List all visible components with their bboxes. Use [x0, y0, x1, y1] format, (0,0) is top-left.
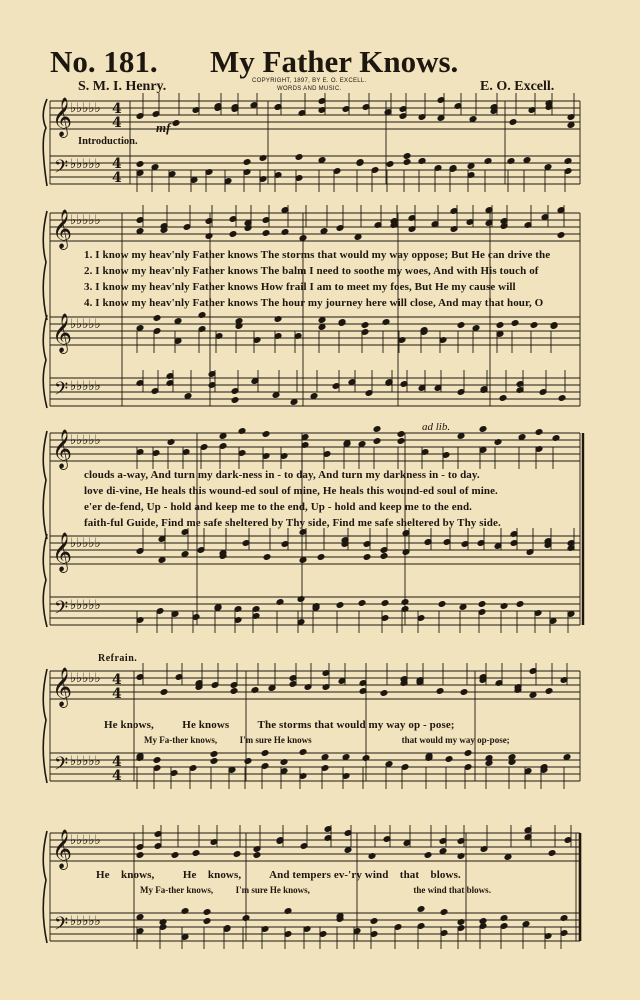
note-head: [522, 921, 530, 928]
note-head: [295, 154, 303, 161]
note-head: [397, 431, 405, 438]
note-head: [403, 153, 411, 160]
note-head: [318, 324, 326, 331]
note-head: [299, 557, 307, 564]
svg-text:𝄢: 𝄢: [54, 157, 69, 182]
note-head: [344, 847, 352, 854]
note-head: [437, 115, 445, 122]
note-head: [457, 322, 465, 329]
svg-text:𝄞: 𝄞: [52, 429, 73, 469]
note-head: [272, 392, 280, 399]
note-head: [479, 426, 487, 433]
note-head: [136, 228, 144, 235]
note-head: [262, 230, 270, 237]
note-head: [380, 553, 388, 560]
note-head: [261, 750, 269, 757]
note-head: [318, 317, 326, 324]
note-head: [363, 554, 371, 561]
note-head: [321, 754, 329, 761]
note-head: [467, 163, 475, 170]
svg-text:♭♭♭♭♭: ♭♭♭♭♭: [70, 754, 101, 769]
note-head: [417, 906, 425, 913]
note-head: [557, 232, 565, 239]
note-head: [397, 438, 405, 445]
note-head: [136, 914, 144, 921]
key-signatures: [70, 101, 101, 929]
note-head: [511, 320, 519, 327]
note-head: [210, 751, 218, 758]
svg-text:𝄢: 𝄢: [54, 914, 69, 939]
note-head: [499, 395, 507, 402]
note-head: [262, 431, 270, 438]
hymn-title: My Father Knows.: [210, 44, 459, 79]
svg-text:♭♭♭♭♭: ♭♭♭♭♭: [70, 671, 101, 686]
note-head: [469, 116, 477, 123]
note-head: [136, 161, 144, 168]
refrain-lyric-top: He knows, He knows The storms that would my way op - pose;: [104, 719, 455, 731]
svg-text:𝄢: 𝄢: [54, 754, 69, 779]
note-head: [436, 688, 444, 695]
svg-text:𝄞: 𝄞: [52, 209, 73, 249]
refrain-lyric-top: He knows, He knows, And tempers ev-'ry wind that blows.: [96, 869, 461, 881]
note-head: [478, 601, 486, 608]
note-head: [235, 318, 243, 325]
note-head: [535, 429, 543, 436]
system-3: [43, 431, 583, 627]
note-head: [174, 318, 182, 325]
note-head: [203, 918, 211, 925]
note-head: [253, 852, 261, 859]
note-head: [171, 852, 179, 859]
svg-text:4: 4: [112, 686, 122, 702]
svg-text:4: 4: [112, 754, 122, 770]
note-head: [219, 433, 227, 440]
svg-text:𝄢: 𝄢: [54, 379, 69, 404]
note-head: [320, 228, 328, 235]
note-head: [231, 397, 239, 404]
note-head: [361, 322, 369, 329]
svg-text:♭♭♭♭♭: ♭♭♭♭♭: [70, 213, 101, 228]
ad-lib-mark: ad lib.: [422, 421, 451, 433]
note-head: [445, 756, 453, 763]
note-head: [136, 325, 144, 332]
note-head: [563, 754, 571, 761]
note-head: [136, 852, 144, 859]
note-head: [509, 119, 517, 126]
svg-text:♭♭♭♭♭: ♭♭♭♭♭: [70, 379, 101, 394]
note-head: [518, 434, 526, 441]
note-head: [504, 854, 512, 861]
note-head: [558, 395, 566, 402]
svg-text:♭♭♭♭♭: ♭♭♭♭♭: [70, 536, 101, 551]
note-head: [158, 557, 166, 564]
system-2: [43, 211, 580, 408]
note-head: [358, 600, 366, 607]
refrain-lyric-bass: My Fa-ther knows, I'm sure He knows that would my way op-pose;: [144, 735, 510, 745]
author: S. M. I. Henry.: [78, 79, 167, 94]
note-head: [460, 689, 468, 696]
note-head: [268, 685, 276, 692]
note-head: [230, 688, 238, 695]
refrain-label: Refrain.: [98, 653, 138, 664]
svg-text:4: 4: [112, 170, 122, 186]
note-head: [373, 438, 381, 445]
note-head: [310, 393, 318, 400]
note-head: [545, 688, 553, 695]
svg-text:♭♭♭♭♭: ♭♭♭♭♭: [70, 101, 101, 116]
note-head: [336, 602, 344, 609]
note-head: [358, 441, 366, 448]
svg-text:𝄞: 𝄞: [52, 829, 73, 869]
note-head: [299, 749, 307, 756]
note-head: [172, 120, 180, 127]
note-head: [459, 604, 467, 611]
svg-text:𝄞: 𝄞: [52, 667, 73, 707]
verse-line: 1. I know my heav'nly Father knows The storms that would my way oppose; But He can drive the: [84, 249, 551, 261]
note-head: [529, 692, 537, 699]
svg-text:♭♭♭♭♭: ♭♭♭♭♭: [70, 433, 101, 448]
verse-line: e'er de-fend, Up - hold and keep me to the end, Up - hold and keep me to the end.: [84, 501, 473, 513]
note-head: [243, 159, 251, 166]
copyright-line: COPYRIGHT, 1897, BY E. O. EXCELL.: [252, 78, 367, 84]
note-head: [464, 750, 472, 757]
note-head: [530, 322, 538, 329]
copyright-line: WORDS AND MUSIC.: [277, 86, 342, 92]
note-head: [438, 601, 446, 608]
note-head: [424, 852, 432, 859]
note-head: [485, 760, 493, 767]
note-head: [381, 600, 389, 607]
svg-text:♭♭♭♭♭: ♭♭♭♭♭: [70, 317, 101, 332]
note-head: [472, 325, 480, 332]
note-head: [516, 601, 524, 608]
verse-line: love di-vine, He heals this wound-ed soul of mine, He heals this wound-ed soul of mine.: [84, 485, 498, 497]
introduction-label: Introduction.: [78, 136, 138, 147]
note-head: [299, 235, 307, 242]
note-head: [439, 848, 447, 855]
note-head: [317, 554, 325, 561]
note-head: [263, 554, 271, 561]
note-head: [342, 754, 350, 761]
note-head: [203, 909, 211, 916]
svg-text:𝄢: 𝄢: [54, 598, 69, 623]
note-head: [160, 689, 168, 696]
note-head: [370, 918, 378, 925]
note-head: [496, 322, 504, 329]
svg-text:♭♭♭♭♭: ♭♭♭♭♭: [70, 914, 101, 929]
note-head: [544, 164, 552, 171]
note-head: [184, 393, 192, 400]
note-head: [153, 757, 161, 764]
note-head: [210, 758, 218, 765]
note-head: [373, 426, 381, 433]
dynamic-mark: mf: [156, 120, 171, 135]
time-signatures: [112, 101, 122, 784]
note-head: [192, 850, 200, 857]
refrain-lyric-bass: My Fa-ther knows, I'm sure He knows, the wind that blows.: [140, 885, 491, 895]
verse-line: faith-ful Guide, Find me safe sheltered by Thy side, Find me safe sheltered by Thy side.: [84, 517, 501, 529]
svg-text:♭♭♭♭♭: ♭♭♭♭♭: [70, 598, 101, 613]
note-head: [233, 851, 241, 858]
svg-text:𝄞: 𝄞: [52, 532, 73, 572]
svg-text:𝄞: 𝄞: [52, 97, 73, 137]
note-head: [386, 161, 394, 168]
hymn-number: No. 181.: [50, 44, 158, 79]
note-head: [548, 850, 556, 857]
note-head: [229, 231, 237, 238]
note-head: [181, 551, 189, 558]
note-head: [151, 164, 159, 171]
note-head: [523, 157, 531, 164]
note-head: [318, 157, 326, 164]
svg-text:4: 4: [112, 115, 122, 131]
verse-line: 4. I know my heav'nly Father knows The hour my journey here will close, And may that hour, O: [84, 297, 544, 309]
note-head: [290, 399, 298, 406]
note-head: [440, 909, 448, 916]
svg-text:𝄞: 𝄞: [52, 313, 73, 353]
note-head: [457, 433, 465, 440]
note-head: [380, 690, 388, 697]
verse-line: clouds a-way, And turn my dark-ness in - to day, And turn my darkness in - to day.: [84, 469, 480, 481]
svg-text:4: 4: [112, 768, 122, 784]
svg-text:4: 4: [112, 156, 122, 172]
note-head: [244, 758, 252, 765]
svg-text:4: 4: [112, 101, 122, 117]
note-head: [567, 122, 575, 129]
note-head: [354, 234, 362, 241]
note-head: [403, 159, 411, 166]
composer: E. O. Excell.: [480, 79, 555, 94]
note-head: [153, 315, 161, 322]
verse-line: 2. I know my heav'nly Father knows The balm I need to soothe my woes, And with His touch of: [84, 265, 539, 277]
svg-text:♭♭♭♭♭: ♭♭♭♭♭: [70, 833, 101, 848]
note-head: [385, 761, 393, 768]
svg-text:♭♭♭♭♭: ♭♭♭♭♭: [70, 157, 101, 172]
verse-line: 3. I know my heav'nly Father knows How frail I am to meet my foes, But He my cause will: [84, 281, 516, 293]
svg-text:4: 4: [112, 672, 122, 688]
